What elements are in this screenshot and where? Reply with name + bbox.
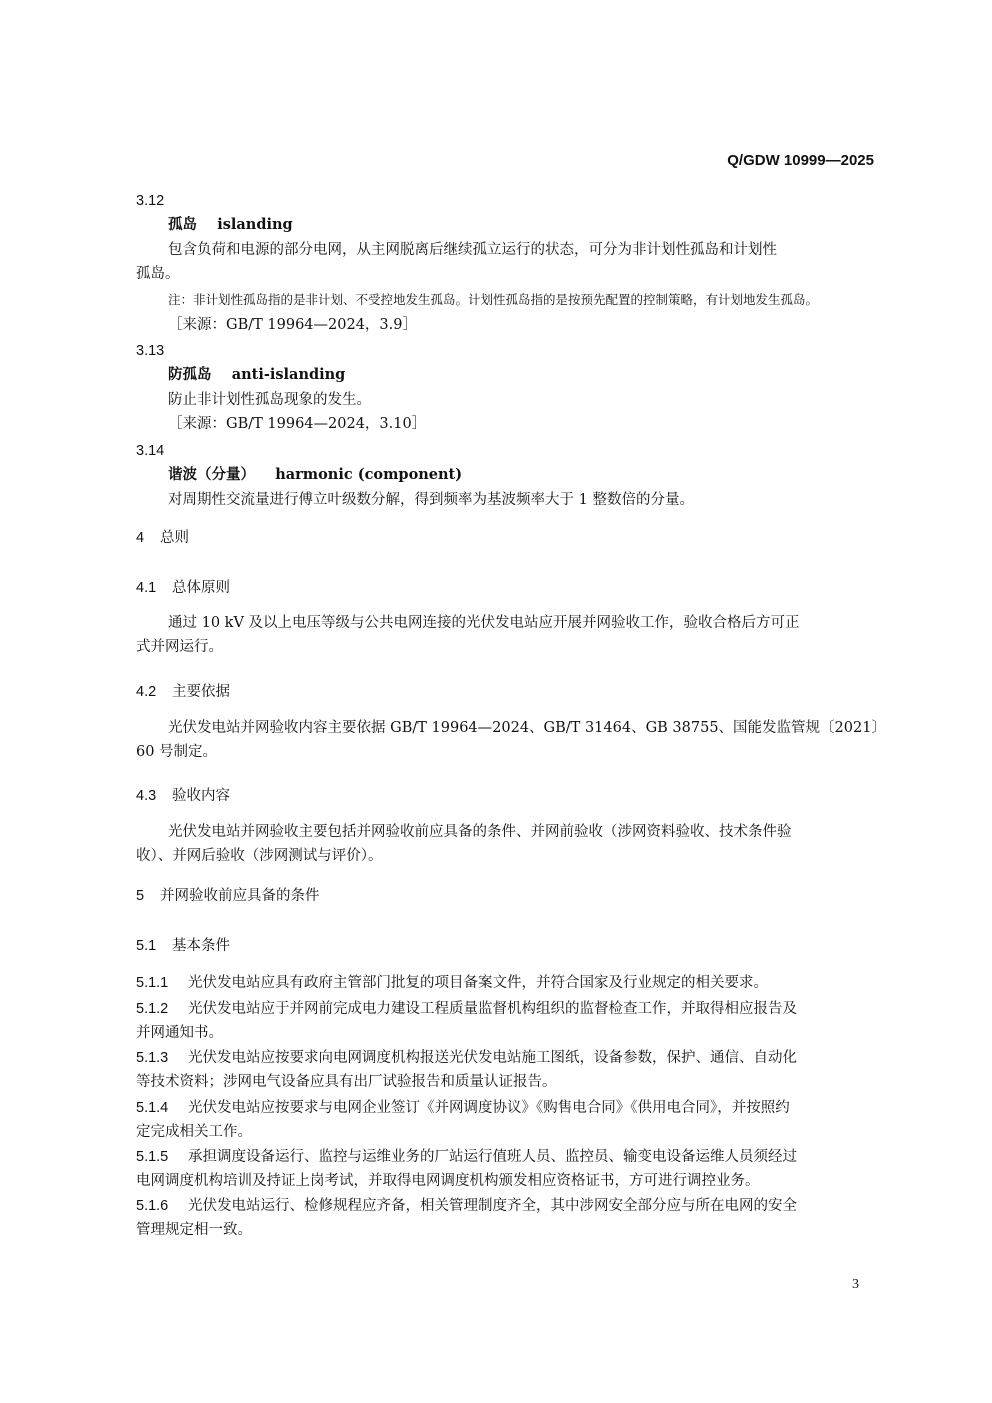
clause [136, 1098, 790, 1118]
subsection-heading [136, 682, 230, 702]
term-definition-cont: 孤岛。 [136, 266, 180, 282]
clause [136, 1147, 797, 1167]
page-number: 3 [852, 1277, 859, 1292]
paragraph: 通过 10 kV 及以上电压等级与公共电网连接的光伏发电站应开展并网验收工作，验收合格后方可正 [168, 615, 800, 631]
subsection-number: 5.1 [136, 938, 157, 954]
term-en: anti-islanding [231, 366, 346, 383]
subsection-number: 4.1 [136, 580, 157, 596]
clause-text-cont: 电网调度机构培训及持证上岗考试，并取得电网调度机构颁发相应资格证书，方可进行调控业务。 [136, 1173, 760, 1189]
term-en: islanding [217, 216, 293, 233]
subsection-title: 验收内容 [172, 788, 230, 804]
subsection-heading [136, 786, 230, 806]
clause-text: 承担调度设备运行、监控与运维业务的厂站运行值班人员、监控员、输变电设备运维人员须经过 [188, 1149, 797, 1165]
term-number: 3.13 [136, 343, 165, 359]
term-en: harmonic (component) [275, 466, 463, 483]
clause-number: 5.1.5 [136, 1149, 169, 1165]
subsection-number: 4.2 [136, 684, 157, 700]
clause-number: 5.1.1 [136, 975, 169, 991]
standard-code-header: Q/GDW 10999—2025 [727, 152, 874, 169]
term-title [168, 365, 345, 385]
section-number: 4 [136, 530, 145, 546]
term-title [168, 215, 293, 235]
section-title: 总则 [160, 530, 189, 546]
clause-text: 光伏发电站应具有政府主管部门批复的项目备案文件，并符合国家及行业规定的相关要求。 [188, 975, 768, 991]
subsection-number: 4.3 [136, 788, 157, 804]
clause [136, 999, 797, 1019]
subsection-title: 基本条件 [172, 938, 230, 954]
clause-number: 5.1.6 [136, 1198, 169, 1214]
clause-text-cont: 并网通知书。 [136, 1025, 223, 1041]
clause-text-cont: 定完成相关工作。 [136, 1124, 252, 1140]
subsection-heading [136, 578, 230, 598]
subsection-title: 主要依据 [172, 684, 230, 700]
clause-number: 5.1.4 [136, 1100, 169, 1116]
paragraph-cont: 60 号制定。 [136, 744, 218, 760]
clause [136, 973, 768, 993]
section-heading [136, 528, 189, 548]
paragraph: 光伏发电站并网验收内容主要依据 GB/T 19964—2024、GB/T 31464、GB 38755、国能发监管规〔2021〕 [168, 720, 886, 736]
term-number: 3.12 [136, 193, 165, 209]
section-title: 并网验收前应具备的条件 [160, 888, 320, 904]
clause-text-cont: 管理规定相一致。 [136, 1222, 252, 1238]
term-zh: 孤岛 [168, 216, 197, 233]
term-zh: 谐波（分量） [168, 466, 255, 483]
clause [136, 1048, 797, 1068]
clause-number: 5.1.2 [136, 1001, 169, 1017]
paragraph: 光伏发电站并网验收主要包括并网验收前应具备的条件、并网前验收（涉网资料验收、技术条件验 [168, 824, 792, 840]
term-definition: 包含负荷和电源的部分电网，从主网脱离后继续孤立运行的状态，可分为非计划性孤岛和计划性 [168, 242, 777, 258]
section-number: 5 [136, 888, 145, 904]
subsection-heading [136, 936, 230, 956]
clause-text-cont: 等技术资料；涉网电气设备应具有出厂试验报告和质量认证报告。 [136, 1074, 557, 1090]
term-definition: 对周期性交流量进行傅立叶级数分解，得到频率为基波频率大于 1 整数倍的分量。 [168, 492, 694, 508]
clause-number: 5.1.3 [136, 1050, 169, 1066]
clause-text: 光伏发电站运行、检修规程应齐备，相关管理制度齐全，其中涉网安全部分应与所在电网的安全 [188, 1198, 797, 1214]
term-source: ［来源：GB/T 19964—2024，3.9］ [168, 317, 417, 333]
subsection-title: 总体原则 [172, 580, 230, 596]
paragraph-cont: 收）、并网后验收（涉网测试与评价）。 [136, 848, 383, 864]
term-zh: 防孤岛 [168, 366, 212, 383]
term-note: 注：非计划性孤岛指的是非计划、不受控地发生孤岛。计划性孤岛指的是按预先配置的控制策略，有计划地发生孤岛。 [168, 292, 819, 307]
clause [136, 1196, 797, 1216]
clause-text: 光伏发电站应按要求向电网调度机构报送光伏发电站施工图纸，设备参数，保护、通信、自动化 [188, 1050, 797, 1066]
clause-text: 光伏发电站应于并网前完成电力建设工程质量监督机构组织的监督检查工作，并取得相应报告及 [188, 1001, 797, 1017]
term-source: ［来源：GB/T 19964—2024，3.10］ [168, 416, 427, 432]
section-heading [136, 886, 320, 906]
term-number: 3.14 [136, 443, 165, 459]
clause-text: 光伏发电站应按要求与电网企业签订《并网调度协议》《购售电合同》《供用电合同》，并按照约 [188, 1100, 790, 1116]
term-title [168, 465, 462, 485]
paragraph-cont: 式并网运行。 [136, 639, 223, 655]
term-definition: 防止非计划性孤岛现象的发生。 [168, 392, 371, 408]
